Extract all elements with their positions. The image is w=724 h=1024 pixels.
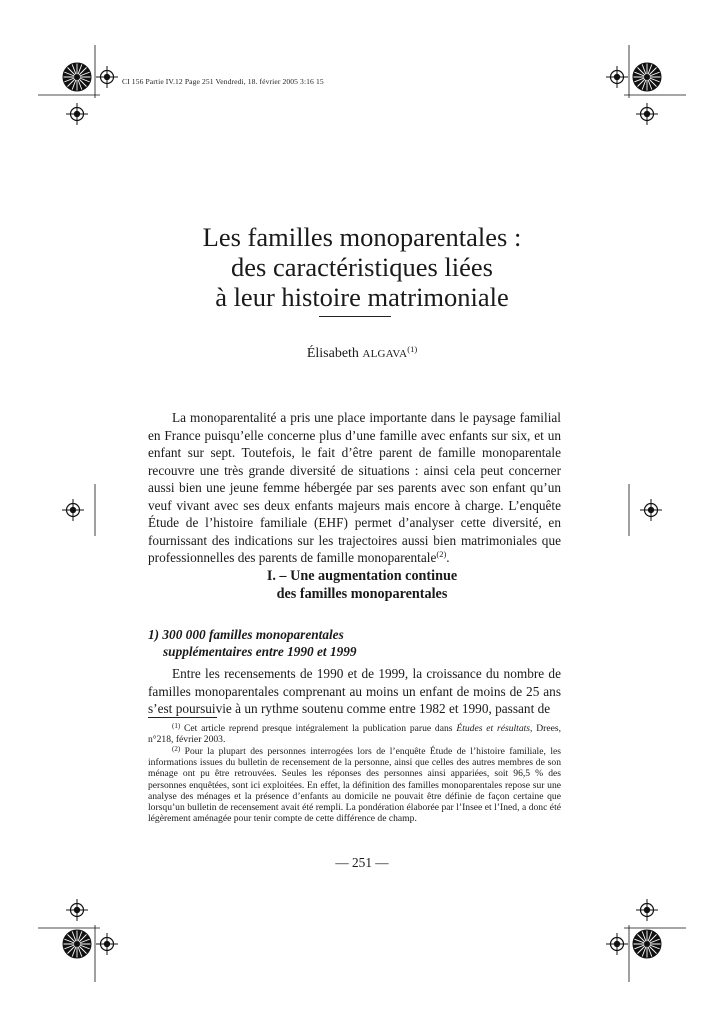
- starburst-mark-top-left: [63, 63, 91, 91]
- title-rule: [319, 316, 391, 317]
- abstract-end: .: [446, 550, 450, 565]
- footnote-italic-title: Études et résultats: [456, 723, 531, 734]
- abstract-paragraph: [148, 409, 561, 567]
- section-heading-line: I. – Une augmentation continue: [266, 568, 458, 584]
- starburst-mark-bottom-left: [63, 930, 91, 958]
- footnote-text: , Drees, n°218, février 2003.: [148, 723, 561, 746]
- author-note-ref[interactable]: (1): [407, 344, 418, 354]
- subsection-heading-line: supplémentaires entre 1990 et 1999: [163, 644, 357, 659]
- title-line: à leur histoire matrimoniale: [215, 282, 509, 312]
- subsection-heading-line: 1) 300 000 familles monoparentales: [148, 627, 344, 642]
- section-heading-line: des familles monoparentales: [276, 585, 448, 602]
- author-first-name: Élisabeth: [306, 346, 363, 361]
- abstract-note-ref[interactable]: (2): [436, 549, 447, 559]
- article-title: [0, 222, 724, 312]
- footnote-rule: [148, 717, 217, 718]
- author-last-name: ALGAVA: [362, 348, 408, 360]
- footnote-1: [148, 723, 561, 745]
- footnote-text: Pour la plupart des personnes interrogées lors de l’enquête Étude de l’histoire familiale, les informations issues du bulletin de recensement de la personne, ainsi que celles des autres membres de son ménage ont pu être retrouvées. Seules les réponses des personnes ainsi appariées, soit 96,5 % des personnes enquêtées, sont ici exploitées. En effet, la définition des familles monoparentales repose sur une analyse des ménages et la présence d’enfants au domicile ne pouvait être définie de façon certaine que lorsqu’un bulletin de recensement avait été rempli. La pondération élaborée par l’Insee et l’Ined, a donc été légèrement aménagée pour tenir compte de cette différence de champ.: [148, 746, 561, 825]
- starburst-mark-top-right: [633, 63, 661, 91]
- section-heading: [0, 568, 724, 603]
- subsection-heading: [148, 626, 561, 660]
- footnote-text: Cet article reprend presque intégralement la publication parue dans: [180, 723, 457, 734]
- body-paragraph: Entre les recensements de 1990 et de 1999, la croissance du nombre de familles monoparentales comprenant au moins un enfant de moins de 25 ans s’est poursuivie à un rythme soutenu comme entre 1982 et 1990, passant de: [148, 666, 561, 716]
- page-number: — 251 —: [335, 855, 389, 870]
- footnote-marker: (1): [172, 722, 181, 730]
- footnote-marker: (2): [172, 745, 181, 753]
- abstract-text: La monoparentalité a pris une place importante dans le paysage familial en France puisqu’elle concerne plus d’une famille avec enfants sur six, et un enfant sur sept. Toutefois, le fait d’être parent de famille monoparentale recouvre une très grande diversité de situations : ainsi cela peut concerner aussi bien une jeune femme hébergée par ses parents avec son enfant qu’un veuf vivant avec ses deux enfants majeurs mais encore à charge. L’enquête Étude de l’histoire familiale (EHF) permet d’analyser cette diversité, en fournissant des indications sur les trajectoires aussi bien matrimoniales que professionnelles des parents de famille monoparentale: [148, 410, 561, 565]
- author-line: [0, 346, 724, 362]
- title-line: des caractéristiques liées: [231, 252, 493, 282]
- title-line: Les familles monoparentales :: [202, 222, 522, 252]
- starburst-mark-bottom-right: [633, 930, 661, 958]
- footnote-2: [148, 746, 561, 824]
- print-slug-line: CI 156 Partie IV.12 Page 251 Vendredi, 18. février 2005 3:16 15: [122, 77, 324, 86]
